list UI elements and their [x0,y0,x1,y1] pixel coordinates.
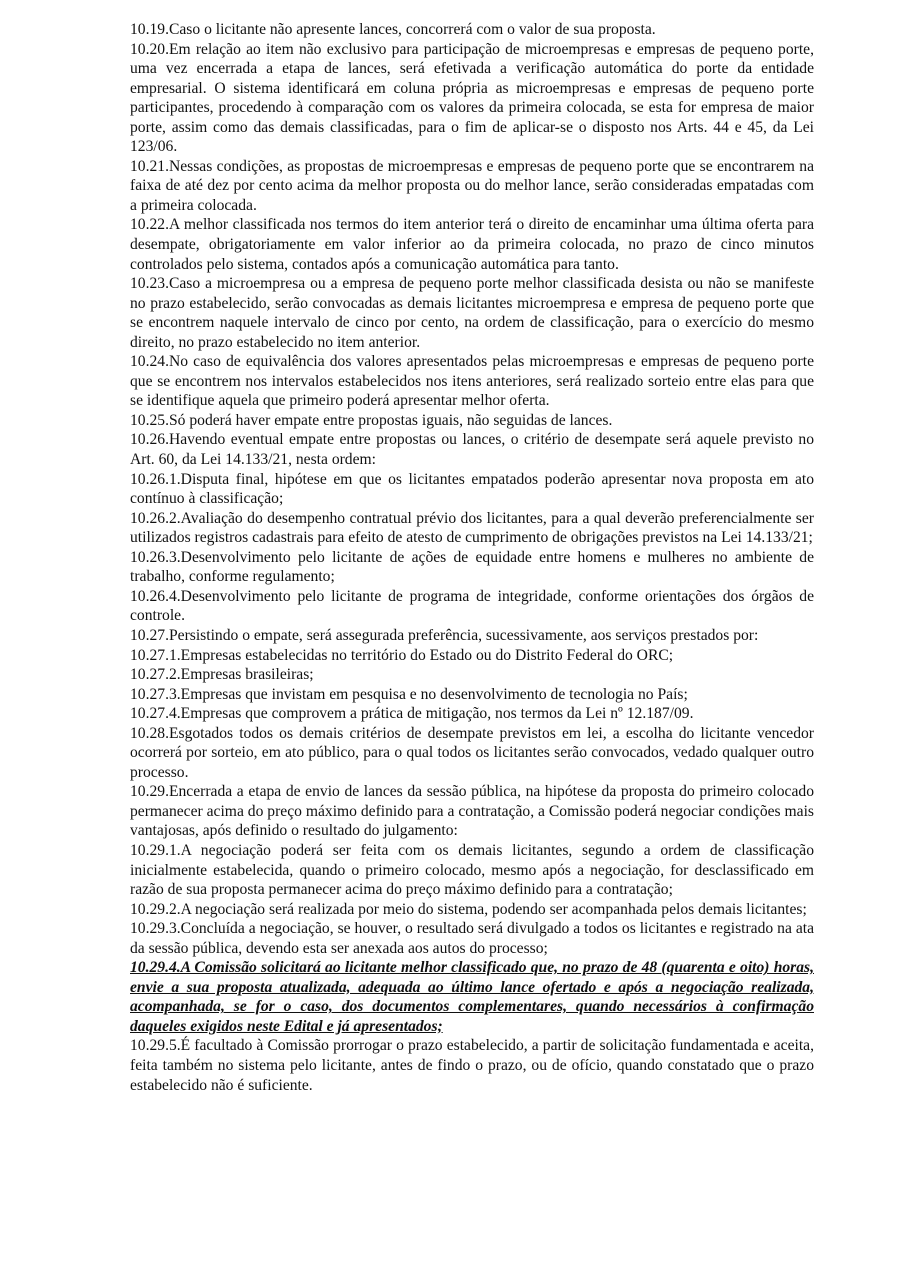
clause-10-27-2: 10.27.2.Empresas brasileiras; [130,666,314,684]
clause-10-29-2: 10.29.2.A negociação será realizada por meio do sistema, podendo ser acompanhada pelos demais licitantes; [130,900,807,918]
clause-10-22: 10.22.A melhor classificada nos termos do item anterior terá o direito de encaminhar uma última oferta para desempate, obrigatoriamente em valor inferior ao da primeira colocada, no prazo de cinco minutos controlados pelo sistema, contados após a comunicação automática para tanto. [130,216,814,273]
clause-10-28: 10.28.Esgotados todos os demais critérios de desempate previstos em lei, a escolha do licitante vencedor ocorrerá por sorteio, em ato público, para o qual todos os licitantes serão convocados, vedado qualquer outro processo. [130,724,814,781]
clause-10-26-1: 10.26.1.Disputa final, hipótese em que os licitantes empatados poderão apresentar nova proposta em ato contínuo à classificação; [130,470,814,508]
clause-10-27-1: 10.27.1.Empresas estabelecidas no território do Estado ou do Distrito Federal do ORC; [130,646,674,664]
clause-10-27-4: 10.27.4.Empresas que comprovem a prática de mitigação, nos termos da Lei nº 12.187/09. [130,705,694,723]
clause-10-25: 10.25.Só poderá haver empate entre propostas iguais, não seguidas de lances. [130,411,613,429]
clause-10-24: 10.24.No caso de equivalência dos valores apresentados pelas microempresas e empresas de pequeno porte que se encontrem nos intervalos estabelecidos nos itens anteriores, será realizado sorteio entre elas para que se identifique aquela que primeiro poderá apresentar melhor oferta. [130,353,814,410]
clause-10-26-4: 10.26.4.Desenvolvimento pelo licitante de programa de integridade, conforme orientações dos órgãos de controle. [130,587,814,625]
clause-10-23: 10.23.Caso a microempresa ou a empresa de pequeno porte melhor classificada desista ou não se manifeste no prazo estabelecido, serão convocadas as demais licitantes microempresa e empresa de pequeno porte que se encontrem naquele intervalo de cinco por cento, na ordem de classificação, para o exercício do mesmo direito, no prazo estabelecido no item anterior. [130,275,814,351]
clause-10-27: 10.27.Persistindo o empate, será assegurada preferência, sucessivamente, aos serviços prestados por: [130,626,759,644]
clause-10-29-5: 10.29.5.É facultado à Comissão prorrogar o prazo estabelecido, a partir de solicitação fundamentada e aceita, feita também no sistema pelo licitante, antes de findo o prazo, ou de ofício, quando constatado que o prazo estabelecido não é suficiente. [130,1037,814,1094]
clause-10-29-4-emphasized: 10.29.4.A Comissão solicitará ao licitante melhor classificado que, no prazo de 48 (quarenta e oito) horas, envie a sua proposta atualizada, adequada ao último lance ofertado e após a negociação realizada, acompanhada, se for o caso, dos documentos complementares, quando necessários à confirmação daqueles exigidos neste Edital e já apresentados; [130,959,814,1035]
clause-10-26: 10.26.Havendo eventual empate entre propostas ou lances, o critério de desempate será aquele previsto no Art. 60, da Lei 14.133/21, nesta ordem: [130,431,814,469]
document-page [130,20,814,1095]
clause-10-26-2: 10.26.2.Avaliação do desempenho contratual prévio dos licitantes, para a qual deverão preferencialmente ser utilizados registros cadastrais para efeito de atesto de cumprimento de obrigações previstos na Lei 14.133/21; [130,509,814,547]
clause-10-21: 10.21.Nessas condições, as propostas de microempresas e empresas de pequeno porte que se encontrarem na faixa de até dez por cento acima da melhor proposta ou do melhor lance, serão consideradas empatadas com a primeira colocada. [130,157,814,214]
clause-10-29-3: 10.29.3.Concluída a negociação, se houver, o resultado será divulgado a todos os licitantes e registrado na ata da sessão pública, devendo esta ser anexada aos autos do processo; [130,920,814,957]
clause-10-29-1: 10.29.1.A negociação poderá ser feita com os demais licitantes, segundo a ordem de classificação inicialmente estabelecida, quando o primeiro colocado, mesmo após a negociação, for desclassificado em razão de sua proposta permanecer acima do preço máximo definido para a contratação; [130,841,814,899]
clause-10-26-3: 10.26.3.Desenvolvimento pelo licitante de ações de equidade entre homens e mulheres no ambiente de trabalho, conforme regulamento; [130,548,814,586]
clause-10-19: 10.19.Caso o licitante não apresente lances, concorrerá com o valor de sua proposta. [130,21,656,38]
clause-10-20: 10.20.Em relação ao item não exclusivo para participação de microempresas e empresas de pequeno porte, uma vez encerrada a etapa de lances, será efetivada a verificação automática do porte da entidade empresarial. O sistema identificará em coluna própria as microempresas e empresas de pequeno porte participantes, procedendo à comparação com os valores da primeira colocada, se esta for empresa de maior porte, assim como das demais classificadas, para o fim de aplicar-se o disposto nos Arts. 44 e 45, da Lei 123/06. [130,40,814,156]
clause-10-27-3: 10.27.3.Empresas que invistam em pesquisa e no desenvolvimento de tecnologia no País; [130,685,688,703]
clause-10-29: 10.29.Encerrada a etapa de envio de lances da sessão pública, na hipótese da proposta do primeiro colocado permanecer acima do preço máximo definido para a contratação, a Comissão poderá negociar condições mais vantajosas, após definido o resultado do julgamento: [130,783,814,840]
